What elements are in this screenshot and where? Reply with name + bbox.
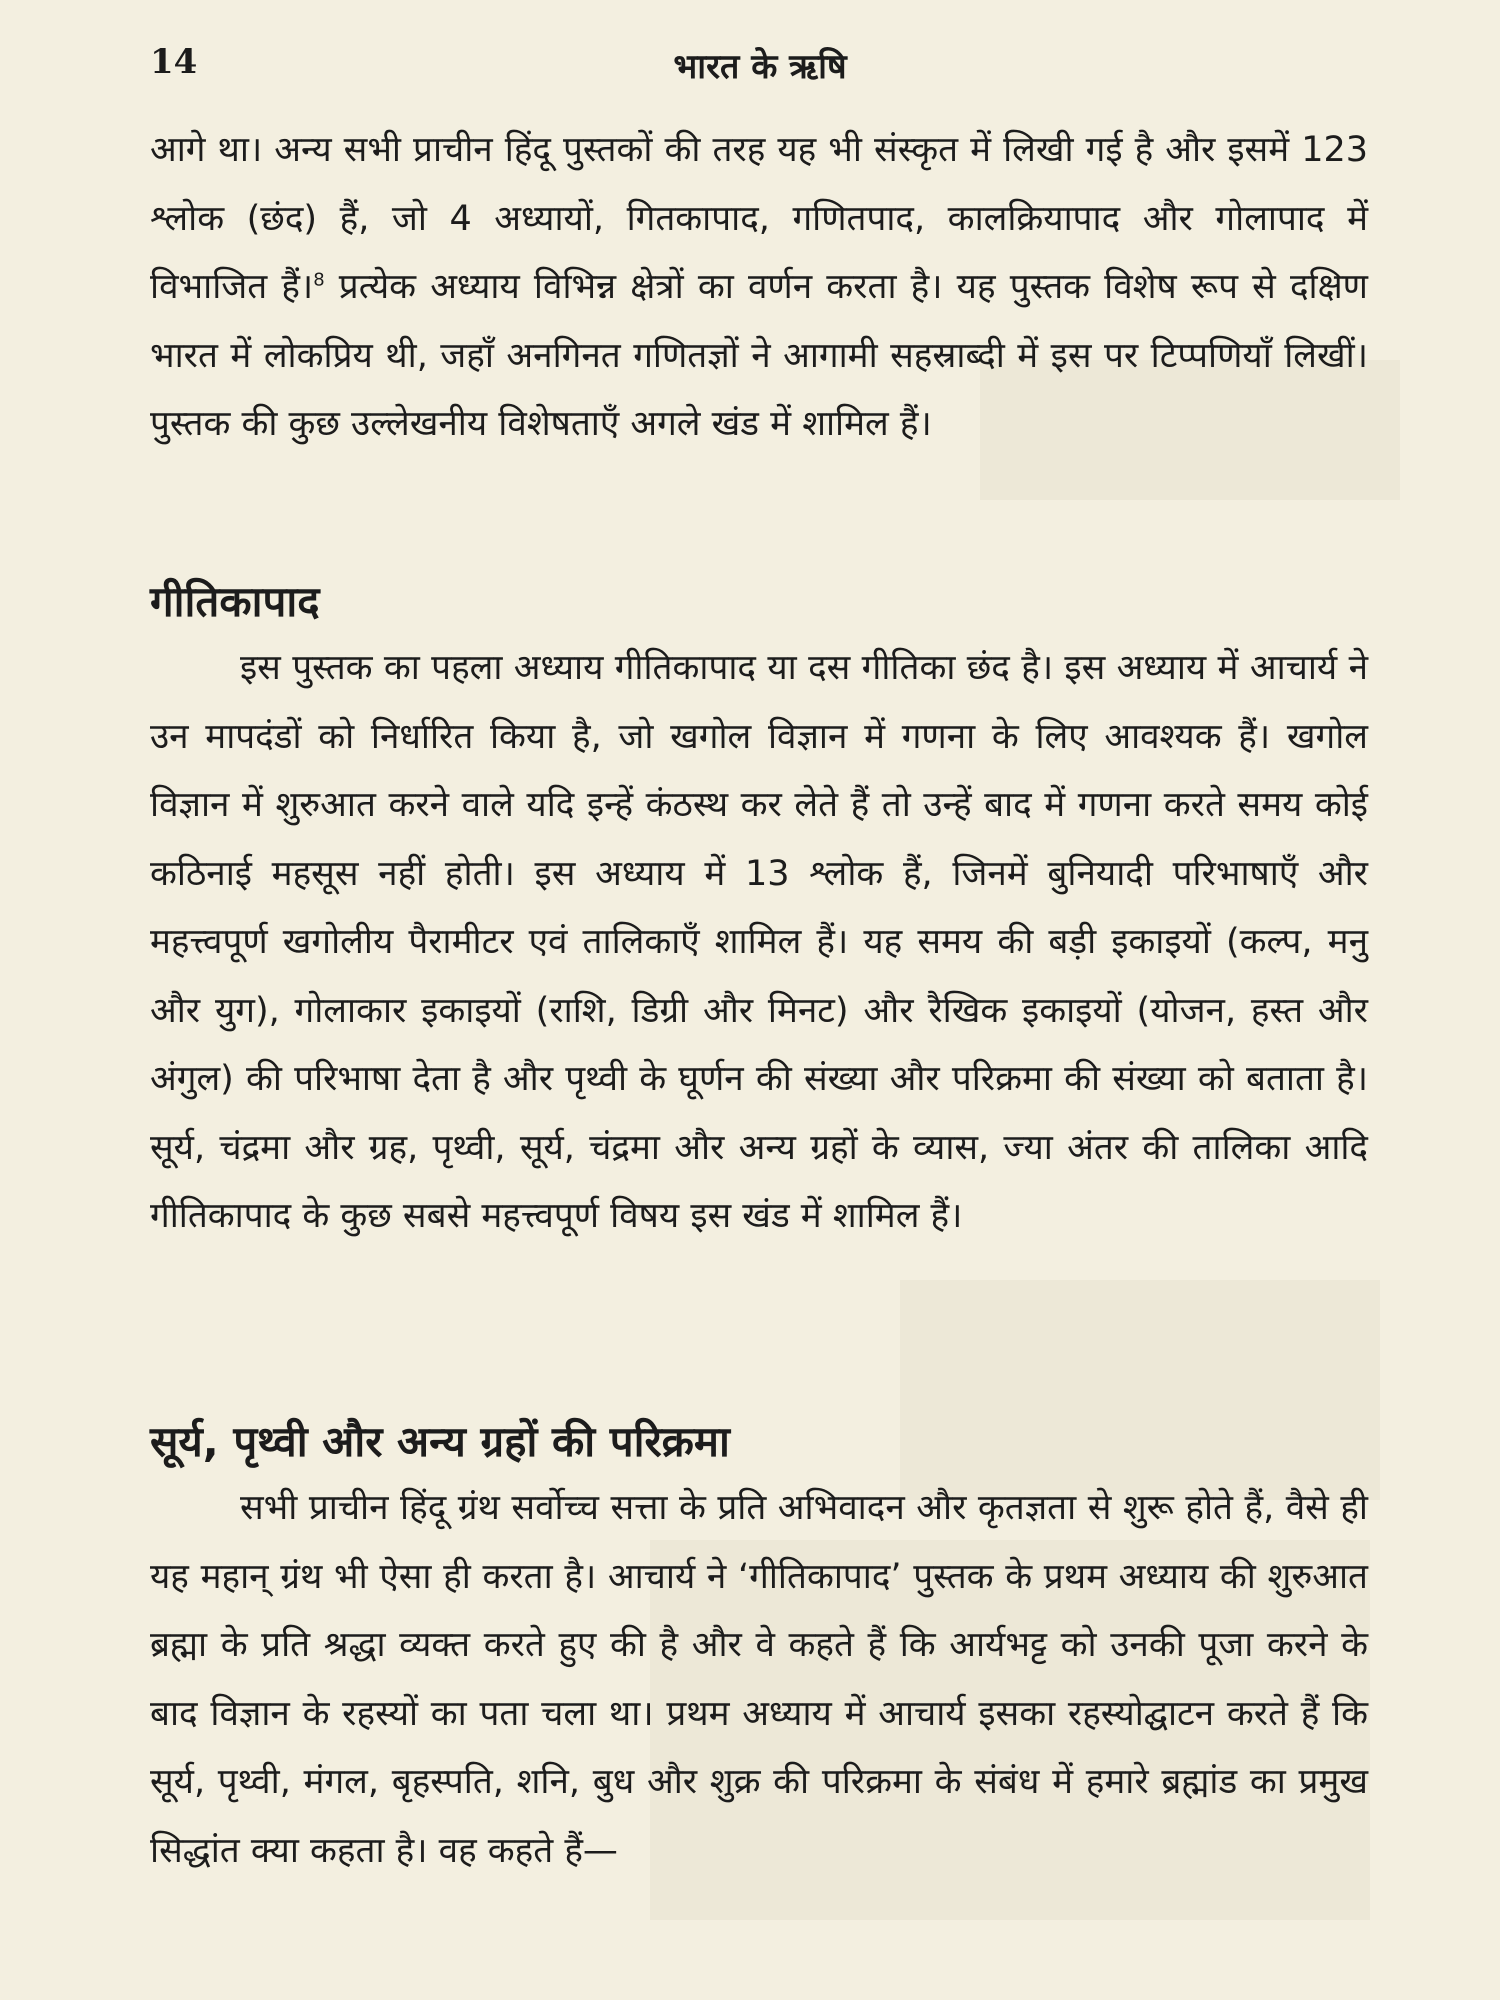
- footnote-marker: 8: [313, 269, 325, 291]
- section-paragraph-gitikapada: इस पुस्तक का पहला अध्याय गीतिकापाद या दस गीतिका छंद है। इस अध्याय में आचार्य ने उन मापदंडों को निर्धारित किया है, जो खगोल विज्ञान में गणना के लिए आवश्यक हैं। खगोल विज्ञान में शुरुआत करने वाले यदि इन्हें कंठस्थ कर लेते हैं तो उन्हें बाद में गणना करते समय कोई कठिनाई महसूस नहीं होती। इस अध्याय में 13 श्लोक हैं, जिनमें बुनियादी परिभाषाएँ और महत्त्वपूर्ण खगोलीय पैरामीटर एवं तालिकाएँ शामिल हैं। यह समय की बड़ी इकाइयों (कल्प, मनु और युग), गोलाकार इकाइयों (राशि, डिग्री और मिनट) और रैखिक इकाइयों (योजन, हस्त और अंगुल) की परिभाषा देता है और पृथ्वी के घूर्णन की संख्या और परिक्रमा की संख्या को बताता है। सूर्य, चंद्रमा और ग्रह, पृथ्वी, सूर्य, चंद्रमा और अन्य ग्रहों के व्यास, ज्या अंतर की तालिका आदि गीतिकापाद के कुछ सबसे महत्त्वपूर्ण विषय इस खंड में शामिल हैं।: [150, 648, 1368, 1236]
- intro-text-continued: प्रत्येक अध्याय विभिन्न क्षेत्रों का वर्णन करता है। यह पुस्तक विशेष रूप से दक्षिण भारत में लोकप्रिय थी, जहाँ अनगिनत गणितज्ञों ने आगामी सहस्राब्दी में इस पर टिप्पणियाँ लिखीं। पुस्तक की कुछ उल्लेखनीय विशेषताएँ अगले खंड में शामिल हैं।: [150, 267, 1368, 444]
- intro-paragraph: [150, 116, 1368, 459]
- intro-text: आगे था। अन्य सभी प्राचीन हिंदू पुस्तकों की तरह यह भी संस्कृत में लिखी गई है और इसमें 123 श्लोक (छंद) हैं, जो 4 अध्यायों, गितकापाद, गणितपाद, कालक्रियापाद और गोलापाद में विभाजित हैं।: [150, 130, 1368, 307]
- paper-texture: [900, 1280, 1380, 1500]
- book-title: भारत के ऋषि: [673, 47, 847, 87]
- section-paragraph-revolution: सभी प्राचीन हिंदू ग्रंथ सर्वोच्च सत्ता के प्रति अभिवादन और कृतज्ञता से शुरू होते हैं, वैसे ही यह महान् ग्रंथ भी ऐसा ही करता है। आचार्य ने ‘गीतिकापाद’ पुस्तक के प्रथम अध्याय की शुरुआत ब्रह्मा के प्रति श्रद्धा व्यक्त करते हुए की है और वे कहते हैं कि आर्यभट्ट को उनकी पूजा करने के बाद विज्ञान के रहस्यों का पता चला था। प्रथम अध्याय में आचार्य इसका रहस्योद्घाटन करते हैं कि सूर्य, पृथ्वी, मंगल, बृहस्पति, शनि, बुध और शुक्र की परिक्रमा के संबंध में हमारे ब्रह्मांड का प्रमुख सिद्धांत क्या कहता है। वह कहते हैं—: [150, 1488, 1368, 1871]
- section-heading-gitikapada: गीतिकापाद: [150, 577, 320, 626]
- page-number: 14: [150, 42, 198, 82]
- section-heading-revolution: सूर्य, पृथ्वी और अन्य ग्रहों की परिक्रमा: [150, 1417, 730, 1466]
- running-head: [150, 38, 1370, 98]
